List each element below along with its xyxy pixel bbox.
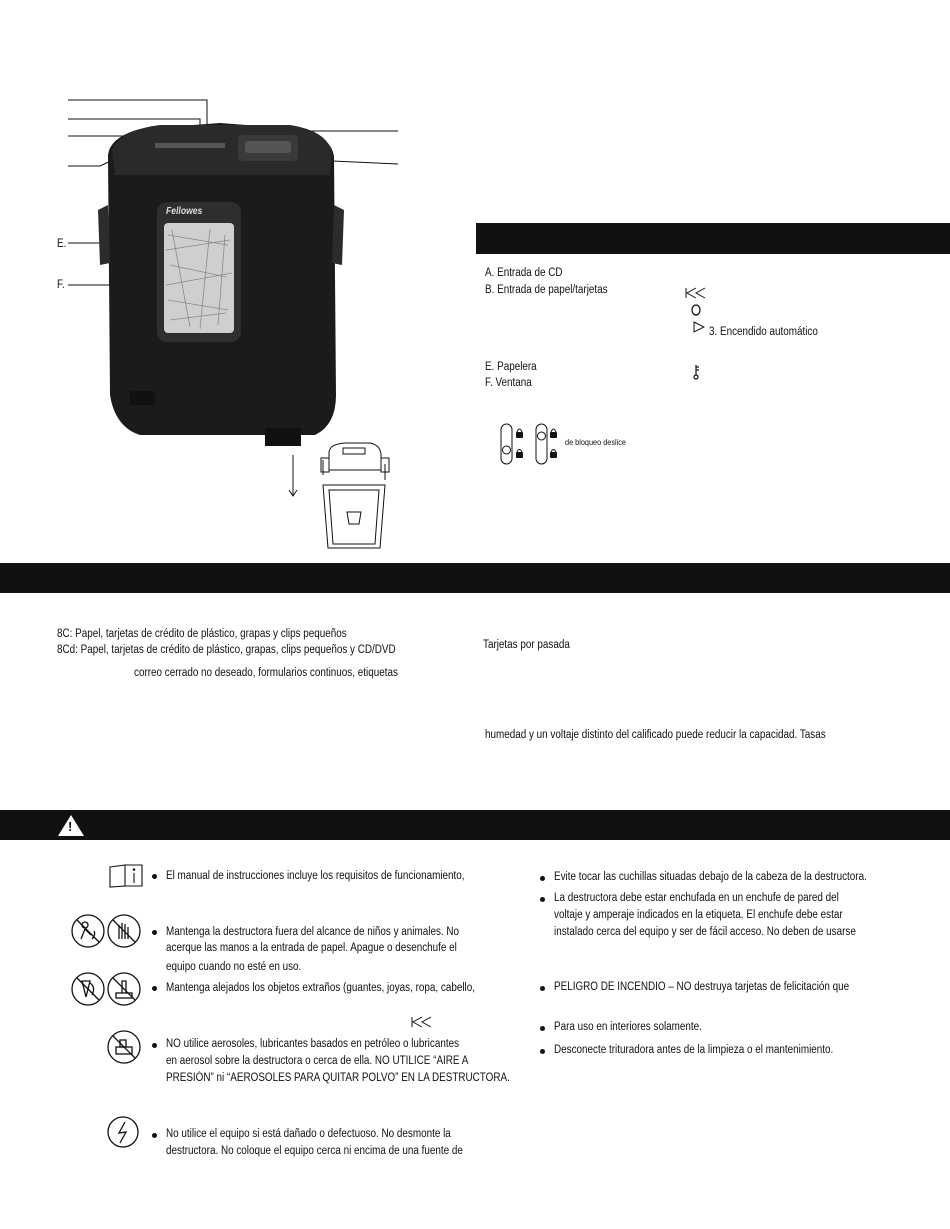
spec-humidity: humedad y un voltaje distinto del calificado puede reducir la capacidad. Tasas: [485, 729, 826, 741]
spec-cards-per-pass: Tarjetas por pasada: [483, 639, 570, 651]
auto-on-label: 3. Encendido automático: [709, 326, 818, 338]
no-ties-icon: [70, 971, 106, 1007]
callout-f: F.: [57, 279, 65, 291]
safety-left-3: acerque las manos a la entrada de papel. Apague o desenchufe el: [166, 942, 457, 954]
safety-left-4: equipo cuando no esté en uso.: [166, 961, 302, 973]
lock-slide-icon: [498, 422, 560, 466]
bullet: [540, 1026, 545, 1031]
bullet: [152, 986, 157, 991]
safety-right-6: Para uso en interiores solamente.: [554, 1021, 702, 1033]
auto-on-icon: [693, 321, 705, 333]
spec-no-shred: correo cerrado no deseado, formularios continuos, etiquetas: [134, 667, 398, 679]
safety-right-2: La destructora debe estar enchufada en un enchufe de pared del: [554, 892, 839, 904]
bullet: [152, 1043, 157, 1048]
safety-header-bar: [0, 810, 950, 840]
lock-slide-label: de bloqueo deslice: [565, 437, 626, 447]
no-aerosol-icon: [106, 1029, 142, 1065]
spec-8cd: 8Cd: Papel, tarjetas de crédito de plástico, grapas, clips pequeños y CD/DVD: [57, 644, 396, 656]
brand-label: Fellowes: [166, 206, 203, 217]
electric-hazard-icon: [106, 1115, 140, 1149]
warning-mark: !: [68, 819, 73, 834]
bullet: [540, 876, 545, 881]
bullet: [152, 930, 157, 935]
callout-e: E.: [57, 238, 67, 250]
safety-left-7: en aerosol sobre la destructora o cerca de ella. NO UTILICE “AIRE A: [166, 1055, 469, 1067]
safety-right-3: voltaje y amperaje indicados en la etiqueta. El enchufe debe estar: [554, 909, 843, 921]
safety-left-9: No utilice el equipo si está dañado o defectuoso. No desmonte la: [166, 1128, 451, 1140]
bullet: [540, 986, 545, 991]
shredder-illustration: [60, 95, 405, 455]
manual-info-icon: [108, 864, 144, 888]
no-hands-icon: [106, 913, 142, 949]
safety-left-5: Mantenga alejados los objetos extraños (guantes, joyas, ropa, cabello,: [166, 982, 475, 994]
safety-right-1: Evite tocar las cuchillas situadas debajo de la cabeza de la destructora.: [554, 871, 867, 883]
part-a: A. Entrada de CD: [485, 267, 563, 279]
safety-right-7: Desconecte trituradora antes de la limpieza o el mantenimiento.: [554, 1044, 834, 1056]
reverse-icon: [685, 287, 707, 299]
bullet: [540, 1049, 545, 1054]
part-e: E. Papelera: [485, 361, 537, 373]
part-f: F. Ventana: [485, 377, 532, 389]
spec-8c: 8C: Papel, tarjetas de crédito de plástico, grapas y clips pequeños: [57, 628, 347, 640]
thermometer-icon: [692, 364, 700, 380]
no-children-icon: [70, 913, 106, 949]
parts-header-bar: [476, 223, 950, 254]
safety-right-5: PELIGRO DE INCENDIO – NO destruya tarjetas de felicitación que: [554, 981, 850, 993]
safety-left-2: Mantenga la destructora fuera del alcance de niños y animales. No: [166, 926, 460, 938]
safety-right-4: instalado cerca del equipo y ser de fácil acceso. No deben de usarse: [554, 926, 856, 938]
bullet: [152, 1133, 157, 1138]
safety-left-6: NO utilice aerosoles, lubricantes basados en petróleo o lubricantes: [166, 1038, 460, 1050]
off-icon: [690, 304, 702, 316]
no-loose-objects-icon: [106, 971, 142, 1007]
part-b: B. Entrada de papel/tarjetas: [485, 284, 608, 296]
safety-left-1: El manual de instrucciones incluye los requisitos de funcionamiento,: [166, 870, 465, 882]
specs-header-bar: [0, 563, 950, 593]
reverse-icon-2: [411, 1016, 433, 1028]
safety-left-8: PRESIÓN” ni “AEROSOLES PARA QUITAR POLVO” EN LA DESTRUCTORA.: [166, 1072, 510, 1084]
bin-removal-illustration: [285, 440, 395, 555]
bullet: [540, 897, 545, 902]
bullet: [152, 874, 157, 879]
safety-left-10: destructora. No coloque el equipo cerca ni encima de una fuente de: [166, 1145, 463, 1157]
